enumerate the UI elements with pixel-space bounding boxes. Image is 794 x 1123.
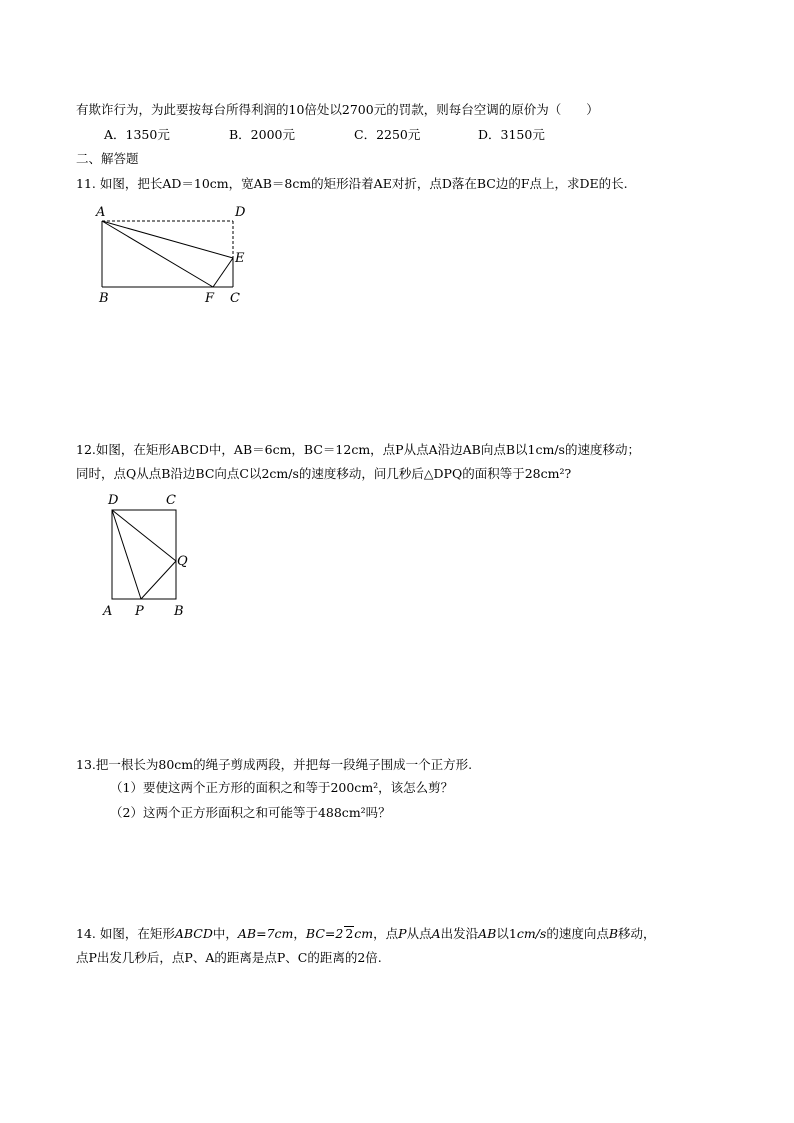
label-f: F bbox=[205, 291, 215, 306]
label-c: C bbox=[166, 493, 176, 508]
label-p: P bbox=[135, 604, 144, 619]
q12-line2: 同时，点Q从点B沿边BC向点C以2cm/s的速度移动，问几秒后△DPQ的面积等于28cm²? bbox=[76, 466, 572, 481]
label-c: C bbox=[230, 291, 240, 306]
q13-sub2: （2）这两个正方形面积之和可能等于488cm²吗？ bbox=[110, 805, 391, 820]
q11-figure bbox=[90, 200, 260, 310]
q12-line1: 12.如图，在矩形ABCD中，AB＝6cm，BC＝12cm，点P从点A沿边AB向点B以1cm/s的速度移动； bbox=[76, 442, 640, 457]
q10-option-a: A．1350元 bbox=[104, 127, 170, 142]
label-e: E bbox=[235, 251, 245, 266]
label-a: A bbox=[96, 205, 106, 220]
q11-text: 11. 如图，把长AD＝10cm，宽AB＝8cm的矩形沿着AE对折，点D落在BC边的F点上，求DE的长. bbox=[76, 176, 628, 191]
label-d: D bbox=[235, 205, 246, 220]
label-d: D bbox=[108, 493, 119, 508]
q14-line2: 点P出发几秒后，点P、A的距离是点P、C的距离的2倍. bbox=[76, 950, 382, 965]
label-b: B bbox=[99, 291, 109, 306]
sqrt-symbol: 2 bbox=[345, 926, 354, 941]
q10-stem: 有欺诈行为，为此要按每台所得利润的10倍处以2700元的罚款，则每台空调的原价为（ ） bbox=[76, 102, 599, 117]
q10-option-c: C．2250元 bbox=[354, 127, 421, 142]
q12-figure bbox=[100, 488, 200, 622]
label-q: Q bbox=[177, 554, 188, 569]
q13-line1: 13.把一根长为80cm的绳子剪成两段，并把每一段绳子围成一个正方形. bbox=[76, 757, 473, 772]
label-b: B bbox=[174, 604, 184, 619]
q10-option-d: D．3150元 bbox=[478, 127, 545, 142]
section-title: 二、解答题 bbox=[76, 151, 139, 166]
label-a: A bbox=[103, 604, 113, 619]
q14-line1: 14. 如图，在矩形ABCD中，AB=7cm，BC=2 2cm，点P从点A出发沿AB以1cm/s的速度向点B移动， bbox=[76, 926, 656, 941]
q10-option-b: B．2000元 bbox=[229, 127, 295, 142]
q13-sub1: （1）要使这两个正方形的面积之和等于200cm²，该怎么剪？ bbox=[110, 780, 454, 795]
